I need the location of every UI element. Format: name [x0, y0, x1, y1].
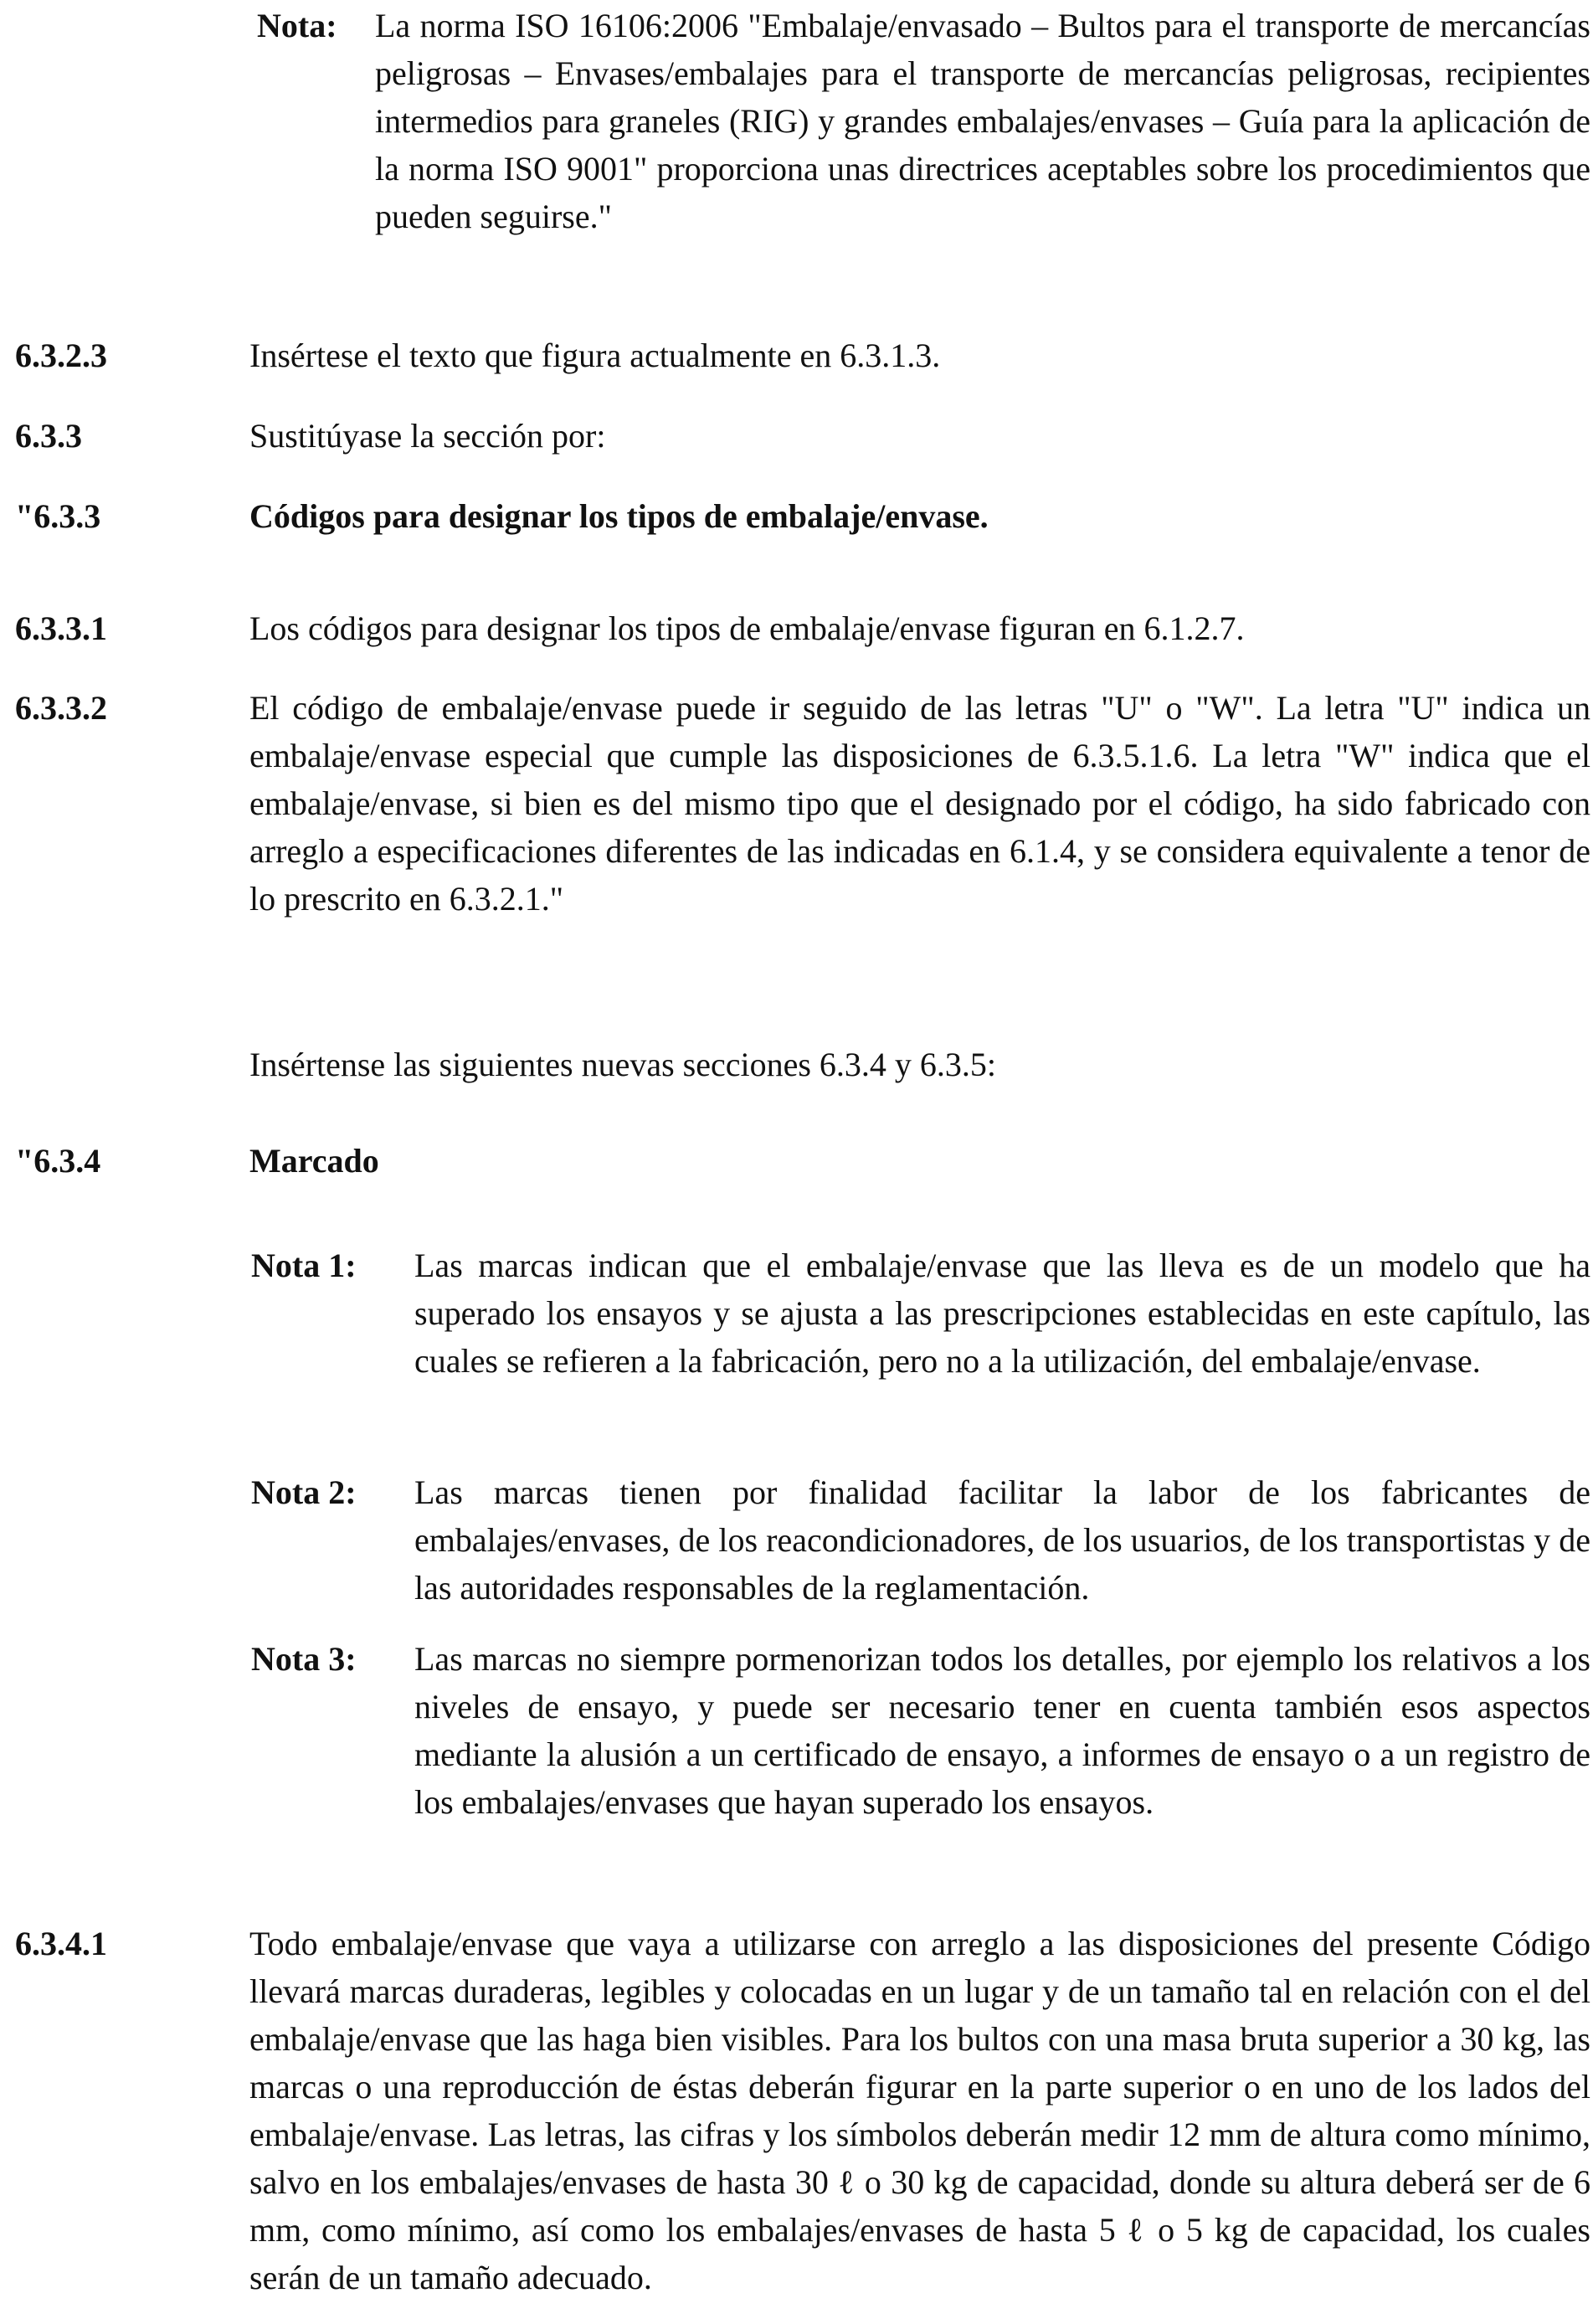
- section-number: 6.3.3.2: [15, 689, 107, 727]
- section-number: "6.3.3: [15, 497, 101, 535]
- note-text: Las marcas tienen por finalidad facilitar la labor de los fabricantes de embalajes/envases, de los reacondicionadores, de los usuarios, de los transportistas y de las autoridades responsables de la reglamentación.: [414, 1473, 1590, 1607]
- top-note-label: Nota:: [257, 7, 337, 44]
- instruction-text: Insértense las siguientes nuevas secciones 6.3.4 y 6.3.5:: [249, 1046, 997, 1083]
- section-number: 6.3.3.1: [15, 609, 107, 647]
- section-number: 6.3.4.1: [15, 1925, 107, 1962]
- section-text: El código de embalaje/envase puede ir seguido de las letras "U" o "W". La letra "U" indica un embalaje/envase especial que cumple las disposiciones de 6.3.5.1.6. La letra "W" indica que el embalaje/envase, si bien es del mismo tipo que el designado por el código, ha sido fabricado con arreglo a especificaciones diferentes de las indicadas en 6.1.4, y se considera equivalente a tenor de lo prescrito en 6.3.2.1.": [249, 689, 1590, 918]
- section-text: Insértese el texto que figura actualmente en 6.3.1.3.: [249, 337, 941, 374]
- section-text: Los códigos para designar los tipos de embalaje/envase figuran en 6.1.2.7.: [249, 609, 1245, 647]
- note-text: Las marcas indican que el embalaje/envase que las lleva es de un modelo que ha superado los ensayos y se ajusta a las prescripciones establecidas en este capítulo, las cuales se refieren a la fabricación, pero no a la utilización, del embalaje/envase.: [414, 1247, 1590, 1380]
- note-label: Nota 2:: [251, 1473, 357, 1511]
- section-text: Sustitúyase la sección por:: [249, 417, 606, 455]
- section-number: 6.3.2.3: [15, 337, 107, 374]
- section-heading: Códigos para designar los tipos de embalaje/envase.: [249, 497, 989, 535]
- section-number: 6.3.3: [15, 417, 82, 455]
- section-text: Todo embalaje/envase que vaya a utilizarse con arreglo a las disposiciones del presente Código llevará marcas duraderas, legibles y colocadas en un lugar y de un tamaño tal en relación con el del embalaje/envase que las haga bien visibles. Para los bultos con una masa bruta superior a 30 kg, las marcas o una reproducción de éstas deberán figurar en la parte superior o en uno de los lados del embalaje/envase. Las letras, las cifras y los símbolos deberán medir 12 mm de altura como mínimo, salvo en los embalajes/envases de hasta 30 ℓ o 30 kg de capacidad, donde su altura deberá ser de 6 mm, como mínimo, así como los embalajes/envases de hasta 5 ℓ o 5 kg de capacidad, los cuales serán de un tamaño adecuado.: [249, 1925, 1590, 2296]
- section-heading: Marcado: [249, 1142, 379, 1180]
- section-number: "6.3.4: [15, 1142, 101, 1180]
- top-note-text: La norma ISO 16106:2006 "Embalaje/envasado – Bultos para el transporte de mercancías peligrosas – Envases/embalajes para el transporte de mercancías peligrosas, recipientes intermedios para graneles (RIG) y grandes embalajes/envases – Guía para la aplicación de la norma ISO 9001" proporciona unas directrices aceptables sobre los procedimientos que pueden seguirse.": [375, 7, 1590, 235]
- note-label: Nota 1:: [251, 1247, 357, 1284]
- note-label: Nota 3:: [251, 1640, 357, 1678]
- note-text: Las marcas no siempre pormenorizan todos los detalles, por ejemplo los relativos a los niveles de ensayo, y puede ser necesario tener en cuenta también esos aspectos mediante la alusión a un certificado de ensayo, a informes de ensayo o a un registro de los embalajes/envases que hayan superado los ensayos.: [414, 1640, 1590, 1821]
